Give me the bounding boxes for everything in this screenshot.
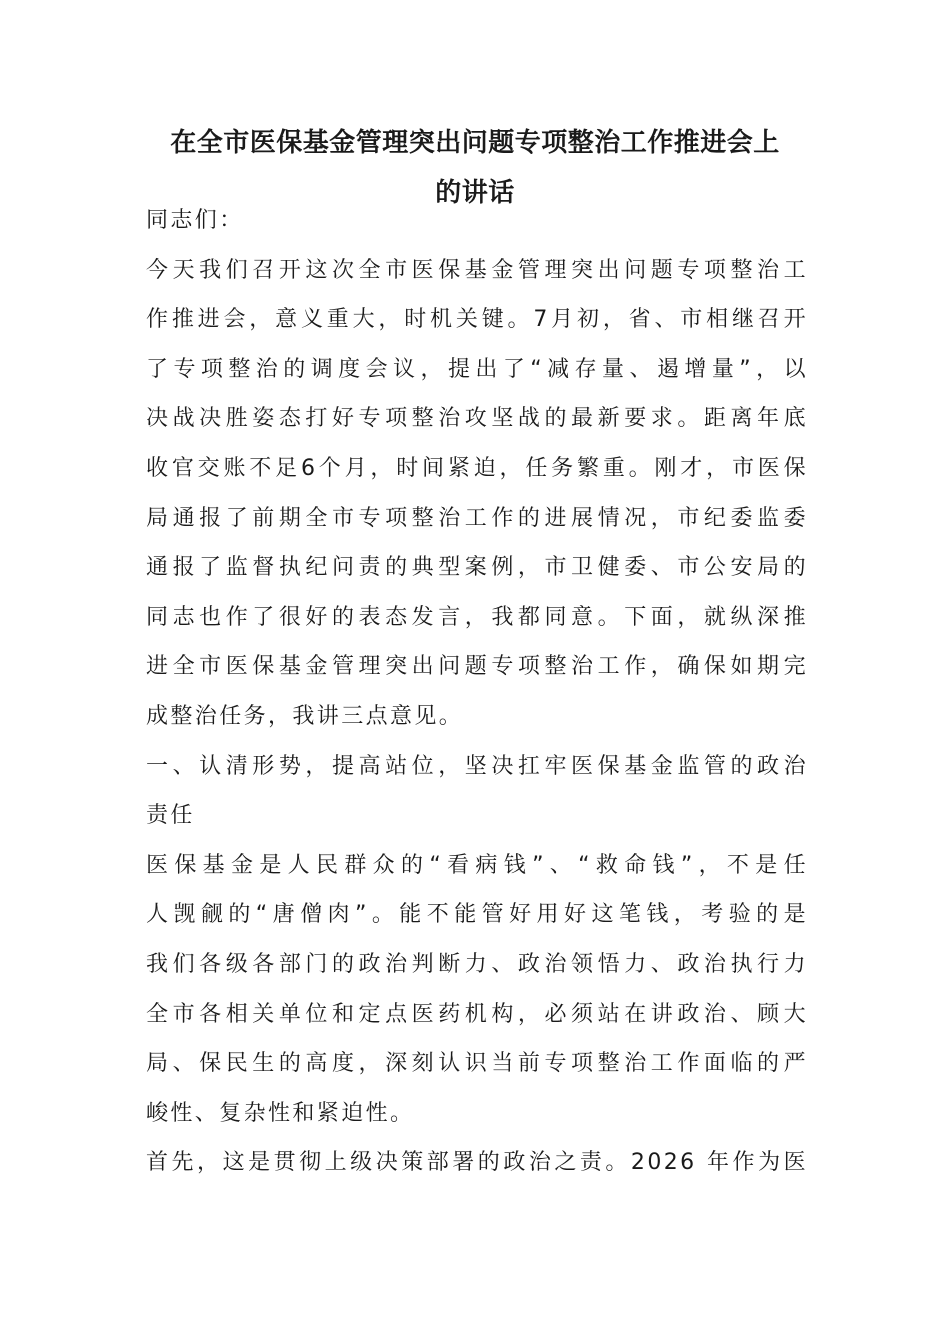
body-line: 了专项整治的调度会议，提出了“减存量、遏增量”，以 <box>146 356 808 382</box>
salutation: 同志们： <box>146 208 244 233</box>
section-heading-line: 一、认清形势，提高站位，坚决扛牢医保基金监管的政治 <box>146 753 808 779</box>
body-line: 决战决胜姿态打好专项整治攻坚战的最新要求。距离年底 <box>146 406 808 432</box>
body-line: 医保基金是人民群众的“看病钱”、“救命钱”，不是任 <box>146 852 808 878</box>
title-line-1: 在全市医保基金管理突出问题专项整治工作推进会上 <box>170 128 780 158</box>
section-heading-line: 责任 <box>146 803 195 829</box>
body-line: 局、保民生的高度，深刻认识当前专项整治工作面临的严 <box>146 1051 808 1077</box>
body-line: 通报了监督执纪问责的典型案例，市卫健委、市公安局的 <box>146 555 808 581</box>
body-line: 收官交账不足6个月，时间紧迫，任务繁重。刚才，市医保 <box>146 455 808 481</box>
body-line: 同志也作了很好的表态发言，我都同意。下面，就纵深推 <box>146 604 808 630</box>
body-line: 今天我们召开这次全市医保基金管理突出问题专项整治工 <box>146 257 808 283</box>
body-line: 全市各相关单位和定点医药机构，必须站在讲政治、顾大 <box>146 1001 808 1027</box>
title-line-2: 的讲话 <box>435 178 515 208</box>
document-body <box>146 196 808 1188</box>
body-line: 我们各级各部门的政治判断力、政治领悟力、政治执行力 <box>146 951 808 977</box>
body-line: 首先，这是贯彻上级决策部署的政治之责。2026 年作为医 <box>146 1150 808 1176</box>
body-line: 成整治任务，我讲三点意见。 <box>146 703 464 729</box>
body-line: 峻性、复杂性和紧迫性。 <box>146 1100 415 1126</box>
body-line: 人觊觎的“唐僧肉”。能不能管好用好这笔钱，考验的是 <box>146 902 808 928</box>
body-line: 作推进会，意义重大，时机关键。7月初，省、市相继召开 <box>146 307 808 333</box>
body-line: 进全市医保基金管理突出问题专项整治工作，确保如期完 <box>146 654 808 680</box>
body-line: 局通报了前期全市专项整治工作的进展情况，市纪委监委 <box>146 505 808 531</box>
